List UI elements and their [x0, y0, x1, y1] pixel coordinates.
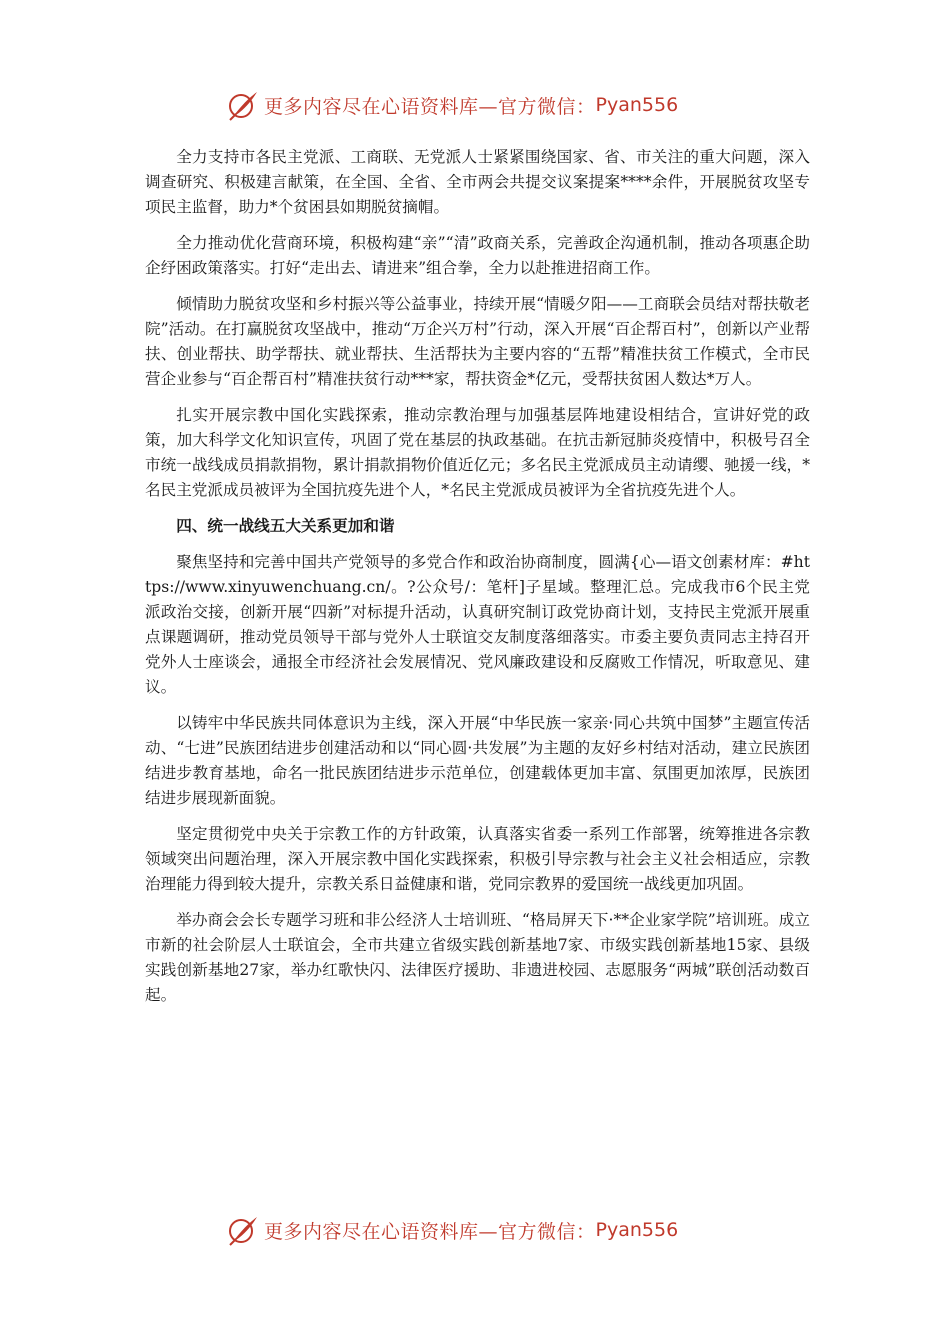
paragraph: 以铸牢中华民族共同体意识为主线，深入开展“中华民族一家亲·同心共筑中国梦”主题宣传活动、“七进”民族团结进步创建活动和以“同心圆·共发展”为主题的友好乡村结对活动，建立民族团结进步教育基地，命名一批民族团结进步示范单位，创建载体更加丰富、氛围更加浓厚，民族团结进步展现新面貌。 — [145, 714, 810, 807]
watermark-id: Pyan556 — [595, 1219, 679, 1241]
quill-logo-icon — [226, 1213, 260, 1247]
paragraph: 聚焦坚持和完善中国共产党领导的多党合作和政治协商制度，圆满{心—语文创素材库：#https://www.xinyuwenchuang.cn/。?公众号/：笔杆]子星域。整理汇总。完成我市6个民主党派政治交接，创新开展“四新”对标提升活动，认真研究制订政党协商计划，支持民主党派开展重点课题调研，推动党员领导干部与党外人士联谊交友制度落细落实。市委主要负责同志主持召开党外人士座谈会，通报全市经济社会发展情况、党风廉政建设和反腐败工作情况，听取意见、建议。 — [145, 553, 810, 696]
paragraph: 举办商会会长专题学习班和非公经济人士培训班、“格局屏天下·**企业家学院”培训班。成立市新的社会阶层人士联谊会，全市共建立省级实践创新基地7家、市级实践创新基地15家、县级实践创新基地27家，举办红歌快闪、法律医疗援助、非遗进校园、志愿服务“两城”联创活动数百起。 — [145, 911, 810, 1004]
watermark-text: 更多内容尽在心语资料库—官方微信： — [264, 1220, 596, 1243]
paragraph: 全力支持市各民主党派、工商联、无党派人士紧紧围绕国家、省、市关注的重大问题，深入调查研究、积极建言献策，在全国、全省、全市两会共提交议案提案****余件，开展脱贫攻坚专项民主监督，助力*个贫困县如期脱贫摘帽。 — [145, 148, 810, 216]
paragraph: 倾情助力脱贫攻坚和乡村振兴等公益事业，持续开展“情暖夕阳——工商联会员结对帮扶敬老院”活动。在打赢脱贫攻坚战中，推动“万企兴万村”行动，深入开展“百企帮百村”，创新以产业帮扶、创业帮扶、助学帮扶、就业帮扶、生活帮扶为主要内容的“五帮”精准扶贫工作模式，全市民营企业参与“百企帮百村”精准扶贫行动***家，帮扶资金*亿元，受帮扶贫困人数达*万人。 — [145, 295, 810, 388]
watermark-text: 更多内容尽在心语资料库—官方微信： — [264, 95, 596, 118]
paragraph: 全力推动优化营商环境，积极构建“亲”“清”政商关系，完善政企沟通机制，推动各项惠企助企纾困政策落实。打好“走出去、请进来”组合拳，全力以赴推进招商工作。 — [145, 234, 810, 277]
section-heading: 四、统一战线五大关系更加和谐 — [176, 517, 395, 535]
watermark-banner-top — [226, 88, 678, 122]
document-body — [145, 145, 810, 1019]
watermark-banner-bottom — [226, 1213, 678, 1247]
paragraph: 坚定贯彻党中央关于宗教工作的方针政策，认真落实省委一系列工作部署，统筹推进各宗教领域突出问题治理，深入开展宗教中国化实践探索，积极引导宗教与社会主义社会相适应，宗教治理能力得到较大提升，宗教关系日益健康和谐，党同宗教界的爱国统一战线更加巩固。 — [145, 825, 810, 893]
watermark-id: Pyan556 — [595, 94, 679, 116]
paragraph: 扎实开展宗教中国化实践探索，推动宗教治理与加强基层阵地建设相结合，宣讲好党的政策，加大科学文化知识宣传，巩固了党在基层的执政基础。在抗击新冠肺炎疫情中，积极号召全市统一战线成员捐款捐物，累计捐款捐物价值近亿元；多名民主党派成员主动请缨、驰援一线，*名民主党派成员被评为全国抗疫先进个人，*名民主党派成员被评为全省抗疫先进个人。 — [145, 406, 810, 499]
quill-logo-icon — [226, 88, 260, 122]
